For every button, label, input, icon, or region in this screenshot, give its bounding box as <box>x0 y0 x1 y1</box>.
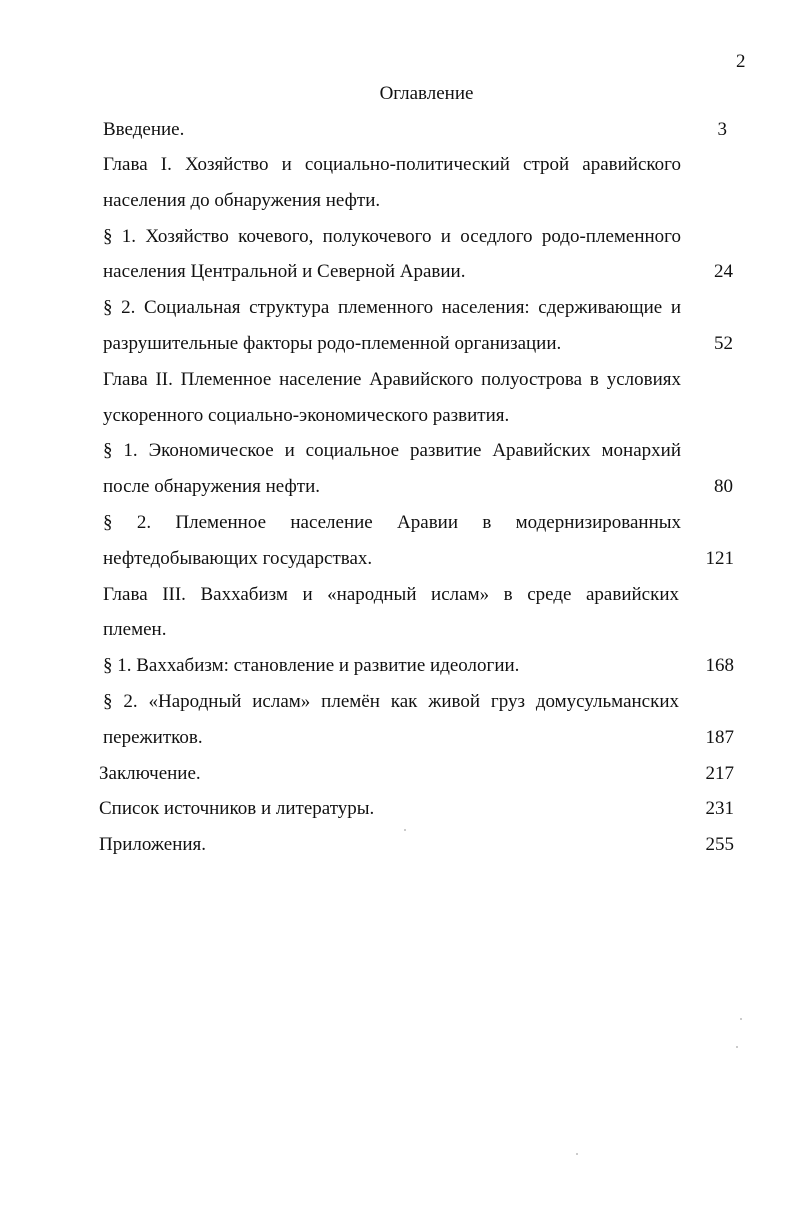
scan-speck <box>576 1153 578 1155</box>
toc-ch1-section-2-line-2: разрушительные факторы родо-племенной организации. <box>103 333 562 354</box>
toc-chapter-3-line-2: племен. <box>103 619 167 640</box>
toc-ch1-section-1-line-1: § 1. Хозяйство кочевого, полукочевого и оседлого родо-племенного <box>103 226 681 247</box>
toc-ch3-section-2-line-1: § 2. «Народный ислам» племён как живой груз домусульманских <box>103 691 679 712</box>
toc-ch1-section-1-page: 24 <box>714 261 733 282</box>
toc-ch2-section-2-line-1: § 2. Племенное население Аравии в модернизированных <box>103 512 681 533</box>
toc-chapter-1-line-1: Глава I. Хозяйство и социально-политический строй аравийского <box>103 154 681 175</box>
toc-entry-bibliography: Список источников и литературы. <box>99 798 375 819</box>
toc-ch2-section-1-page: 80 <box>714 476 733 497</box>
toc-title: Оглавление <box>379 83 474 104</box>
toc-page-bibliography: 231 <box>705 798 734 819</box>
toc-ch3-section-1-page: 168 <box>705 655 734 676</box>
toc-entry-conclusion: Заключение. <box>99 763 201 784</box>
toc-ch2-section-2-page: 121 <box>705 548 734 569</box>
toc-ch1-section-1-line-2: населения Центральной и Северной Аравии. <box>103 261 466 282</box>
toc-entry-appendices: Приложения. <box>99 834 207 855</box>
scan-speck <box>736 1046 738 1048</box>
toc-chapter-1-line-2: населения до обнаружения нефти. <box>103 190 381 211</box>
toc-page-appendices: 255 <box>705 834 734 855</box>
toc-ch3-section-1-line-1: § 1. Ваххабизм: становление и развитие идеологии. <box>103 655 520 676</box>
toc-ch2-section-1-line-2: после обнаружения нефти. <box>103 476 321 497</box>
toc-ch3-section-2-page: 187 <box>705 727 734 748</box>
scan-speck <box>404 829 406 831</box>
toc-page-introduction: 3 <box>717 119 727 140</box>
toc-chapter-2-line-2: ускоренного социально-экономического развития. <box>103 405 510 426</box>
toc-ch2-section-1-line-1: § 1. Экономическое и социальное развитие Аравийских монархий <box>103 440 681 461</box>
toc-ch3-section-2-line-2: пережитков. <box>103 727 203 748</box>
scan-speck <box>740 1018 742 1020</box>
toc-chapter-2-line-1: Глава II. Племенное население Аравийского полуострова в условиях <box>103 369 681 390</box>
toc-ch1-section-2-line-1: § 2. Социальная структура племенного населения: сдерживающие и <box>103 297 681 318</box>
page-number: 2 <box>736 51 746 72</box>
toc-page-conclusion: 217 <box>705 763 734 784</box>
toc-entry-introduction: Введение. <box>103 119 185 140</box>
toc-chapter-3-line-1: Глава III. Ваххабизм и «народный ислам» в среде аравийских <box>103 584 679 605</box>
toc-ch1-section-2-page: 52 <box>714 333 733 354</box>
toc-ch2-section-2-line-2: нефтедобывающих государствах. <box>103 548 373 569</box>
